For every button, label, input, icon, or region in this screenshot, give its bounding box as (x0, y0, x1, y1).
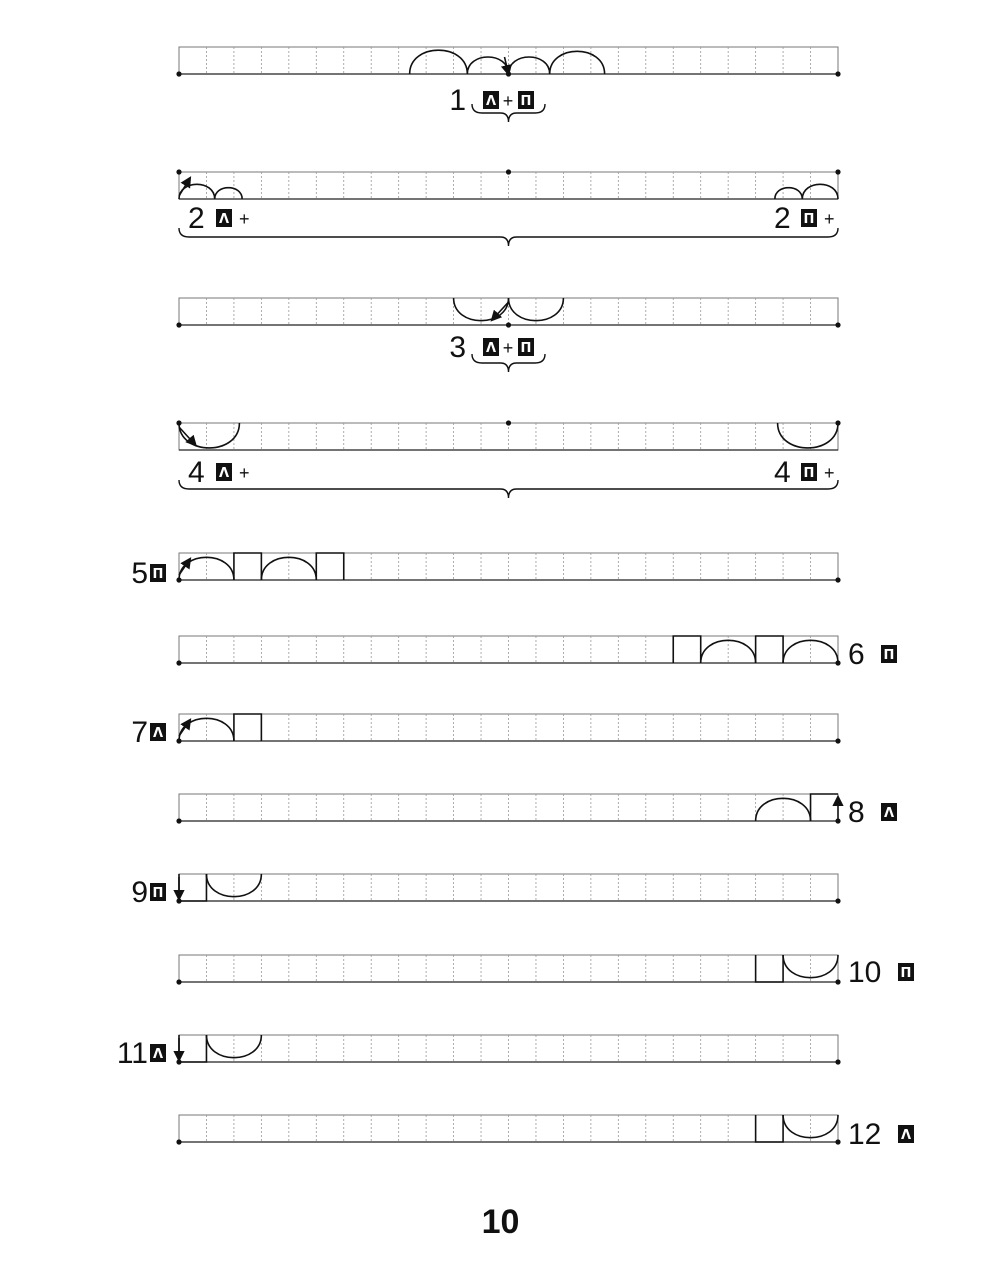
symbol-box (483, 338, 499, 356)
stitch-box (234, 714, 261, 741)
row-7-strip (176, 714, 840, 744)
strip-dot (835, 979, 840, 984)
row-4-strip (176, 420, 840, 450)
symbol-box (881, 645, 897, 663)
strip-dot (506, 169, 511, 174)
row-5-number: 5 (131, 557, 148, 590)
svg-text:Λ: Λ (152, 1047, 164, 1062)
joiner: + (239, 463, 250, 483)
symbol-box (150, 1044, 166, 1062)
strip-dot (835, 738, 840, 743)
stitch-arrow (505, 57, 509, 74)
strip-dot (176, 322, 181, 327)
symbol-box (216, 209, 232, 227)
symbol-box (898, 1125, 914, 1143)
symbol-box (898, 963, 914, 981)
page-number: 10 (481, 1203, 520, 1241)
svg-text:Π: Π (803, 466, 815, 481)
strip-dot (835, 577, 840, 582)
svg-text:Π: Π (520, 341, 532, 356)
row-2-left-number: 2 (188, 202, 205, 235)
symbol-box (150, 723, 166, 741)
strip-dot (176, 71, 181, 76)
row-4-brace (179, 480, 838, 498)
strip-dot (176, 169, 181, 174)
svg-text:Λ: Λ (900, 1128, 912, 1143)
row-10-strip (176, 955, 840, 985)
stitch-arc (783, 955, 838, 978)
row-8-strip (176, 794, 840, 824)
stitch-box (811, 794, 838, 821)
row-5-strip (176, 553, 840, 583)
strip-dot (176, 818, 181, 823)
strip-dot (835, 322, 840, 327)
svg-text:Λ: Λ (485, 341, 497, 356)
strip-dot (835, 818, 840, 823)
svg-text:Π: Π (520, 94, 532, 109)
stitch-box (756, 1115, 783, 1142)
symbol-box (483, 91, 499, 109)
strip-dot (506, 322, 511, 327)
row-10-number: 10 (848, 956, 882, 989)
svg-text:Λ: Λ (218, 212, 230, 227)
stitch-box (756, 955, 783, 982)
stitch-box (179, 874, 206, 901)
stitch-arc (756, 798, 811, 821)
strip-dot (835, 1059, 840, 1064)
stitch-box (234, 553, 261, 580)
svg-text:Λ: Λ (883, 806, 895, 821)
row-11-number: 11 (116, 1037, 148, 1070)
stitch-arc (206, 1035, 261, 1058)
strip-dot (835, 898, 840, 903)
stitch-arc (783, 640, 838, 663)
symbol-box (881, 803, 897, 821)
symbol-box (150, 564, 166, 582)
stitch-box (756, 636, 783, 663)
stitch-arc (550, 51, 605, 74)
strip-dot (835, 169, 840, 174)
row-2-brace (179, 228, 838, 246)
strip-dot (176, 660, 181, 665)
row-2-strip (176, 169, 840, 199)
svg-text:Π: Π (152, 886, 164, 901)
row-12-number: 12 (848, 1118, 882, 1151)
row-11-strip (176, 1035, 840, 1065)
stitch-arc (261, 557, 316, 580)
symbol-box (801, 209, 817, 227)
row-9-number: 9 (131, 876, 148, 909)
stitch-arc (179, 557, 234, 580)
stitch-arc (179, 718, 234, 741)
row-6-number: 6 (848, 638, 865, 671)
joiner: + (502, 338, 514, 358)
stitch-arrow (179, 427, 195, 445)
stitch-arc (783, 1115, 838, 1138)
stitch-arc (179, 423, 239, 448)
svg-text:Λ: Λ (218, 466, 230, 481)
joiner: + (239, 209, 250, 229)
row-9-strip (176, 874, 840, 904)
symbol-box (518, 338, 534, 356)
joiner: + (502, 91, 514, 111)
row-6-strip (176, 636, 840, 666)
symbol-box (518, 91, 534, 109)
row-8-number: 8 (848, 796, 865, 829)
row-4-left-number: 4 (188, 456, 205, 489)
stitch-arrow (179, 178, 190, 196)
svg-text:Λ: Λ (152, 726, 164, 741)
row-12-strip (176, 1115, 840, 1145)
strip-dot (176, 1139, 181, 1144)
joiner: + (824, 463, 835, 483)
svg-text:Π: Π (900, 966, 912, 981)
stitch-arc (215, 188, 242, 199)
strip-dot (835, 1139, 840, 1144)
row-3-number: 3 (449, 331, 466, 364)
stitch-arc (206, 874, 261, 897)
symbol-box (150, 883, 166, 901)
svg-text:Λ: Λ (485, 94, 497, 109)
stitch-arc (410, 50, 468, 74)
stitch-arc (509, 57, 550, 74)
stitch-arc (701, 640, 756, 663)
strip-dot (835, 71, 840, 76)
stitch-box (673, 636, 700, 663)
stitch-box (316, 553, 343, 580)
svg-text:Π: Π (152, 567, 164, 582)
stitch-arc (802, 184, 838, 199)
svg-text:Π: Π (803, 212, 815, 227)
svg-text:Π: Π (883, 648, 895, 663)
symbol-box (801, 463, 817, 481)
stitch-arc (467, 57, 508, 74)
stitch-arc (775, 188, 802, 199)
stitch-arc (454, 298, 509, 321)
row-1-number: 1 (449, 84, 466, 117)
stitch-arrow (179, 559, 190, 575)
row-7-number: 7 (131, 716, 148, 749)
strip-dot (506, 420, 511, 425)
stitch-arrow (492, 302, 508, 320)
stitch-arrow (179, 720, 190, 736)
joiner: + (824, 209, 835, 229)
stitch-arc (778, 423, 838, 448)
symbol-box (216, 463, 232, 481)
stitch-box (179, 1035, 206, 1062)
row-4-right-number: 4 (774, 456, 791, 489)
strip-dot (176, 979, 181, 984)
stitch-arc (509, 298, 564, 321)
row-2-right-number: 2 (774, 202, 791, 235)
